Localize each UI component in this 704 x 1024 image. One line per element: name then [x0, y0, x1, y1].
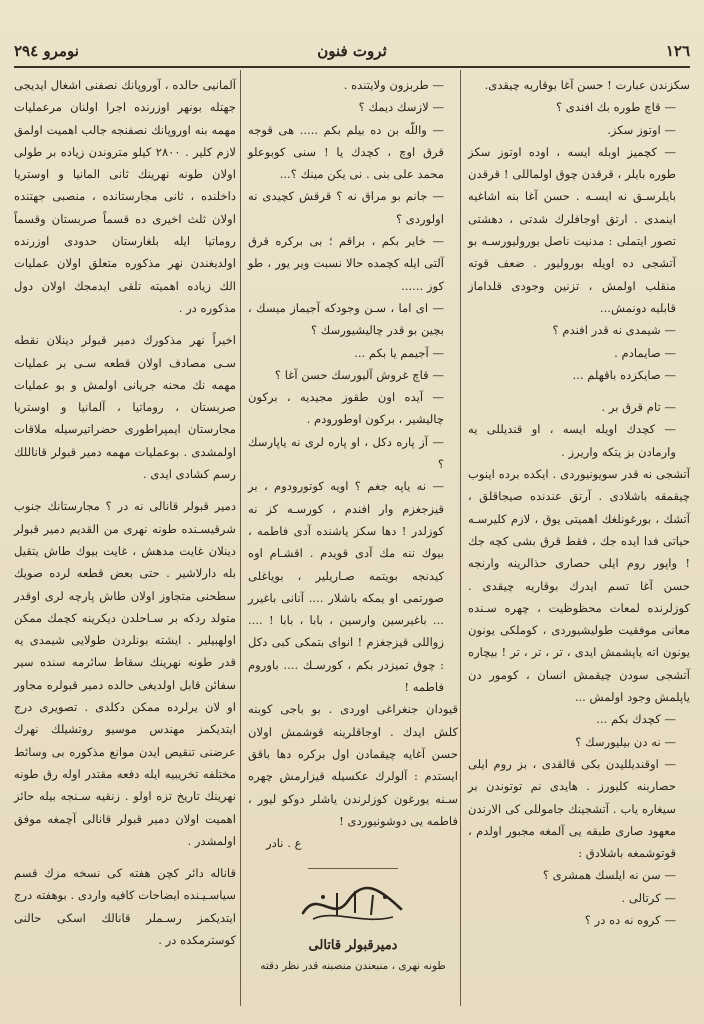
column-middle [248, 74, 458, 975]
dialogue-line: — صايكزده باقهلم ... [572, 367, 676, 382]
paragraph: قيودان جنغراغى اوردى . بو باجى كوبنه كلش ايدك . اوجاقلرينه قوشمش اولان حسن آغايه چيقمادن اول بركره دها باقق ايستدم : آلولرك عكسيله قيزارمش چهره سـنه يورغون كوزلرندن ياشلر دوكو ليور ، فاطمه يى دوشونيوردى ! [248, 702, 458, 828]
paragraph: دمير قبولر قانالى نه در ؟ مجارستانك جنوب شرقيسـنده طونه نهرى من القديم دمير قبولر دينلان غايت مدهش ، غايت بيوك طاش يتقيل بله دارلاشير . حتى بعض قطعه لرده صويك سطحنى متجاوز اولان طاش پارچه لرى اوقدر متولد ردكه بر سـاحلدن ديكرينه كچمك ممكن اولهبيلير . ايشته بونلردن طولايى شيمدى يه قدر طونه نهرينك سقاط سائرمه سنده سير سفائن قابل اولديغى حالده دمير قبولره مجاور او لان يرلرده ممكن دكلدى . تصويرى درج ايتديكمز مهندس موسيو روتشيلك نهرك عرضنى تنقيص ايدن موانع مذكوره بى وسائط مختلفه تخريبيه ايله دفعه مقتدر اوله رق طونه نهرينك تاريخ تزه اولو . زنقيه سـنجه بيله حائز اهميت اولان دمير قبولر قانالى آچمغه موفق اولمشدر . [14, 499, 236, 848]
page-header [14, 38, 690, 64]
dialogue-line: — آز پاره دكل ، او پاره لرى نه ياپارسك ؟ [248, 434, 444, 472]
paragraph: اخيراً نهر مذكورك دمير قبولر دينلان نقطه سـى مصادف اولان قطعه سـى بر عمليات مهمه نك محنه جريانى اولمش و بو عمليات صربستان ، روماتيا ، آلمانيا و اوستريا مجارستان ايمپراطورى حضراتيرسيله ملاقات اولمشدى . بوعمليات مهمه دمير قبولر قاناللك رسم كشادى ايدى . [14, 333, 236, 482]
dialogue-line: — نه ياپه جغم ؟ اويه كوتورودوم ، بر قيزجغزم وار افندم ، كورسـه كز نه كوزلدر ! دها سكز ياشنده آدى فاطمه ، بيوك ننه مك آدى قويدم . اقشـام اوه كيدنجه بويتمه صـاريلير ، بوياغلى صورتمى او يمكه باشلار .... آنانى باغيرر ... باغيرسين وارسين ، بابا ، بابا ! .... زواللى قيزجغزم ! انواى بتمكى كبى دكل : چوق تميزدر بكم ، كورسـك .... باوروم فاطمه ! [248, 479, 444, 695]
dialogue-line: — واللّه بن ده بيلم بكم ..... هى قوجه قرق اوچ ، كچدك يا ! سنى كوبوعلو محمد على بنى . نى يكن مينك ؟... [248, 122, 444, 182]
dialogue-line: — آجيمم يا بكم ... [354, 345, 444, 360]
column-divider [460, 70, 461, 1006]
dialogue-line: — لازسك ديمك ؟ [358, 100, 444, 115]
dialogue-line: — قاچ طوره بك افندى ؟ [555, 100, 676, 115]
dialogue-line: — كروه نه ده در ؟ [584, 912, 676, 927]
column-right [468, 74, 690, 931]
dialogue-line: — سن نه ايلسك همشرى ؟ [542, 868, 676, 883]
dialogue-line: — طربزون ولايتنده . [343, 78, 444, 92]
dialogue-line: — قاچ غروش آليورسك حسن آغا ؟ [274, 367, 444, 382]
dialogue-line: — نه دن بيليورسك ؟ [575, 734, 676, 749]
calligraphic-emblem [293, 879, 413, 931]
dialogue-line: — اوتوز سكز. [607, 122, 676, 137]
page-number: ١٢٦ [665, 42, 690, 60]
ad-subtitle: طونه نهرى ، منبعندن منصبنه قدر نظر دقته [260, 960, 446, 973]
dialogue-line: — كچميز اوبله ايسه ، اوده اوتوز سكز طوره بايلر ، قرقدن چوق اولماللى ! قرقدن بايلرسـق نه ايسـه . حسن آغا بنه اشاغيه اينمدى . ارتق اوجافلرك شدتى ، دهشتى تصور ايتملى : مدنيت ناصل بوروليورسـه بو آتشجى ده اويله بوروليور . ضعف قوته منقلب اولمش ، تزنين وجودى قلداماز قابليه دونمش... [468, 144, 676, 315]
section-rule [308, 868, 398, 869]
ad-title: دميرقبولر قاتالى [308, 938, 398, 954]
dialogue-line: — آيده اون طقوز مجيديه ، بركون چاليشير ، بركون اوطورودم . [248, 390, 444, 427]
dialogue-line: — كرتالى . [621, 890, 676, 905]
author-signature: ع . نادر [266, 836, 302, 851]
paragraph: قاناله دائر كچن هفته كى نسخه مزك قسم سياسـيـنده ايضاحات كافيه واردى . بوهفته درج ايتديكمز رسـملر قانالك اسكى حالنى كوسترمكده در . [14, 866, 236, 947]
journal-title: ثروت فنون [317, 42, 387, 60]
dialogue-line: — كچدك بكم ... [596, 712, 676, 727]
column-divider [240, 70, 241, 1006]
header-rule [14, 66, 690, 68]
issue-number: نومرو ٢٩٤ [14, 42, 79, 60]
dialogue-line: — جانم بو مراق نه ؟ قرقش كچيدى نه اولوردى ؟ [248, 189, 444, 226]
dialogue-line: — شيمدى نه قدر افندم ؟ [552, 323, 676, 338]
dialogue-line: — خاير بكم ، براقم ؛ بى بركره قرق آلتى ايله كچمده حالا نسبت وير يور ، طو كوز ...... [248, 234, 444, 293]
emblem-calligraphy-icon [293, 879, 413, 931]
dialogue-line: — صايمادم . [614, 345, 676, 360]
paragraph: آلمانيى حالده ، آوروپانك نصفنى اشغال ايديجى جهتله بونهر اوزرنده اجرا اولنان مرعمليات مهمه بنه اوروپانك نصفنجه جالب اهميت اولمق لازم كلير . ٢٨٠٠ كيلو متروندن زياده بر طولى اولان طونه نهرينك ثانى المانيا و اوستريا داخلنده ، ثانى مجارستانده ، منصبى جهتنده اولان ثلث اخيرى ده قسماً صربستان وقسماً روماتيا ايله بلغارستان حدودى اوزرنده اولديغندن نهر مذكوره متعلق اولان عمليات الك زياده اهميته تلقى ايدمجك اولان دول مذكوره در . [14, 78, 236, 315]
dialogue-line: — اى اما ، سـن وجودكه آجيماز ميسك ، بچين بو قدر چاليشيورسك ؟ [248, 300, 444, 338]
dialogue-line: — كچدك اويله ايسه ، او قنديللى يه وارمادن بز يتكه واريرز . [468, 422, 676, 459]
paragraph: سكزندن عبارت ! حسن آغا بوقاريه چيقدى. [484, 78, 690, 92]
paragraph: آتشجى نه قدر سويونيوردى . ايكده برده اينوب چيقمقه باشلادى . آرتق عندنده صيجاقلق ، آتشك ، بورغونلغك اهميتى يوق ، لازم كليرسـه حياتى فدا ايده جك ، فقط قرق بشى كچه جك ! واپور روم ايلى حصارى حذالرينه وارنجه حسن آغا تسم ايدرك بوقاريه چيقدى . كوزلرنده لمعات محظوظيت ، چهره سـنده معانى موفقيت طوليشيوردى ، كوملكى يونون يونون اته ياپشمش ايدى ، تر ، تر ، تر ! بيچاره آتشجى سودن چيقمش انسان ، كومور دن ياپلمش وجود اولمش ... [468, 467, 690, 705]
dialogue-line: — اوقنديلليدن بكى قالقدى ، بز روم ايلى حصاربنه كليورز . هايدى نم توتوندن بر سيغاره ياب . آتشجينك جاموللى كى الارندن معهود صارى طبقه يى آلمغه مجبور اولدم ، قوتوشمغه باشلادق : [468, 756, 676, 861]
dialogue-line: — تام قرق بر . [601, 400, 676, 415]
column-left [14, 74, 236, 951]
